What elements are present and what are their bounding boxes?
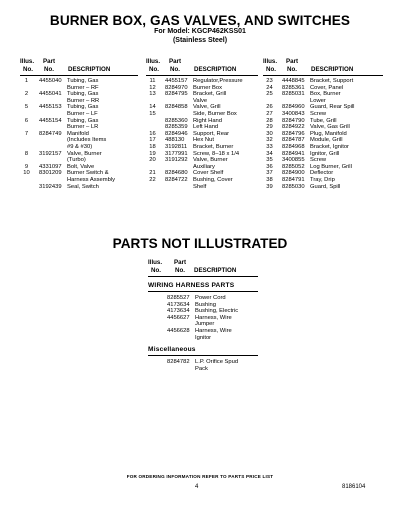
part-description: Burner – LR	[67, 124, 99, 131]
illus-number	[20, 157, 33, 164]
page-title: BURNER BOX, GAS VALVES, AND SWITCHES	[49, 13, 351, 28]
illus-number: 17	[149, 137, 156, 144]
illus-number	[146, 118, 159, 125]
part-description: Ignitor, Grill	[310, 150, 340, 157]
illus-number	[20, 144, 33, 151]
part-description: Valve	[193, 97, 208, 104]
part-number: 4456627	[167, 314, 190, 321]
part-number	[167, 321, 193, 328]
part-number: 8284970	[165, 84, 188, 91]
part-row	[20, 177, 138, 184]
illus-number: 18	[149, 143, 156, 150]
part-number: 3192811	[165, 143, 188, 150]
part-row	[20, 164, 138, 171]
part-number	[39, 124, 65, 131]
illus-number	[20, 98, 33, 105]
part-number: 8284749	[39, 130, 62, 137]
part-number: 8284858	[165, 104, 188, 111]
part-description: Valve, Burner	[193, 157, 228, 164]
part-description: Bracket, Grill	[193, 91, 227, 98]
group-rule	[148, 291, 258, 292]
header-description: DESCRIPTION	[68, 65, 111, 73]
part-row	[146, 157, 258, 164]
part-row	[263, 111, 383, 118]
part-number: 4455153	[39, 104, 62, 111]
part-row	[263, 124, 383, 131]
part-number: 4455041	[39, 91, 62, 98]
part-row	[20, 111, 138, 118]
part-description: Bushing, Electric	[195, 308, 239, 315]
part-description: Lower	[310, 97, 326, 104]
part-description: Plug, Manifold	[310, 130, 347, 137]
part-row	[146, 164, 258, 171]
part-row	[148, 302, 288, 309]
part-row	[146, 170, 258, 177]
part-number: 3177991	[165, 150, 188, 157]
part-description: Tubing, Gas	[67, 91, 99, 98]
part-number: 488130	[165, 137, 185, 144]
illus-number: 5	[24, 104, 29, 111]
part-description: Box, Burner	[310, 91, 341, 98]
part-row	[146, 91, 258, 98]
illus-number: 39	[266, 183, 273, 190]
header-illus: Illus.	[20, 58, 35, 65]
header-rule	[148, 276, 258, 277]
part-row	[20, 151, 138, 158]
part-description: Guard, Rear Spill	[310, 104, 355, 111]
part-number	[39, 111, 65, 118]
part-description: Log Burner, Grill	[310, 163, 352, 170]
part-row	[148, 295, 288, 302]
header-part-no: No.	[287, 65, 297, 73]
illus-number: 23	[266, 78, 273, 84]
part-number: 8301209	[39, 170, 62, 177]
illus-number: 21	[149, 170, 156, 177]
model-number: For Model: KGCP462KSS01	[154, 28, 246, 35]
part-description: (Includes Items	[67, 137, 107, 144]
part-row	[146, 124, 258, 131]
part-row	[263, 104, 383, 111]
part-number: 8285031	[282, 91, 305, 98]
part-description: Ignitor	[195, 334, 212, 341]
part-number: 4331097	[39, 163, 62, 170]
part-number	[165, 111, 191, 118]
header-description: DESCRIPTION	[311, 65, 354, 73]
part-number: 8285052	[282, 163, 305, 170]
part-description: #9 & #30)	[67, 143, 93, 150]
part-description: L.P. Orifice Spud	[195, 359, 239, 366]
part-description: Burner Box	[193, 84, 222, 91]
part-number: 3400855	[282, 157, 305, 164]
header-illus-no: No.	[23, 65, 33, 73]
illus-number: 26	[266, 104, 273, 111]
header-rule	[20, 75, 138, 76]
part-number: 8284796	[282, 130, 305, 137]
part-row	[20, 118, 138, 125]
part-row	[263, 85, 383, 92]
part-row	[263, 98, 383, 105]
part-number: 4455157	[165, 78, 188, 84]
illus-number: 2	[24, 91, 29, 98]
illus-number: 33	[266, 143, 273, 150]
part-description: Cover Shelf	[193, 170, 224, 177]
illus-number: 11	[149, 78, 156, 84]
part-number: 4448845	[282, 78, 305, 84]
header-part: Part	[286, 58, 299, 65]
part-row	[20, 131, 138, 138]
part-number	[39, 137, 65, 144]
part-description: Screw, 8–18 x 1/4	[193, 150, 240, 157]
part-description: Bolt, Valve	[67, 163, 95, 170]
part-row	[263, 177, 383, 184]
part-row	[263, 144, 383, 151]
part-row	[146, 177, 258, 184]
column-header	[20, 58, 138, 75]
part-row	[146, 111, 258, 118]
part-number	[39, 144, 65, 151]
page-number: 4	[195, 484, 199, 490]
part-number: 8285527	[167, 295, 190, 301]
parts-not-illustrated-list	[148, 259, 288, 372]
part-description: Harness, Wire	[195, 314, 232, 321]
part-row	[20, 144, 138, 151]
part-number: 8284791	[282, 176, 305, 183]
part-number: 8284968	[282, 143, 305, 150]
part-description: Bracket, Ignitor	[310, 143, 349, 150]
part-description: Side, Burner Box	[193, 110, 237, 117]
part-number: 8284782	[167, 359, 190, 366]
part-description: Burner – RF	[67, 84, 99, 91]
illus-number: 24	[266, 84, 273, 91]
part-number	[39, 177, 65, 184]
illus-number: 28	[266, 117, 273, 124]
part-row	[146, 104, 258, 111]
part-row	[263, 137, 383, 144]
illus-number: 34	[266, 150, 273, 157]
column-header	[263, 58, 383, 75]
illus-number	[146, 124, 159, 131]
header-part-no: No.	[170, 65, 180, 73]
part-description: Screw	[310, 110, 327, 117]
header-illus-no: No.	[266, 65, 276, 73]
model-finish: (Stainless Steel)	[172, 36, 228, 44]
illus-number: 6	[24, 117, 29, 124]
header-part: Part	[169, 58, 182, 65]
part-row	[263, 131, 383, 138]
illus-number: 36	[266, 163, 273, 170]
header-description: DESCRIPTION	[194, 266, 237, 274]
illus-number: 14	[149, 104, 156, 111]
part-description: Tubing, Gas	[67, 78, 99, 84]
part-number: 3192157	[39, 150, 62, 157]
illus-number	[20, 137, 33, 144]
part-row	[146, 131, 258, 138]
part-number: 8284941	[282, 150, 305, 157]
part-description: Guard, Spill	[310, 183, 341, 190]
part-number: 3192439	[39, 183, 62, 190]
part-number: 4173634	[167, 301, 190, 308]
part-number	[165, 164, 191, 171]
part-description: Power Cord	[195, 295, 226, 301]
part-description: Tube, Grill	[310, 117, 337, 124]
illus-number	[146, 164, 159, 171]
part-number: 3400843	[282, 110, 305, 117]
part-number: 8284722	[165, 176, 188, 183]
part-description: Shelf	[193, 183, 207, 190]
part-number: 8284680	[165, 170, 188, 177]
part-description: Module, Grill	[310, 137, 343, 144]
part-description: Bushing, Cover	[193, 176, 233, 183]
illus-number: 25	[266, 91, 273, 98]
part-row	[20, 104, 138, 111]
part-description: Tubing, Gas	[67, 117, 99, 124]
part-description: Burner – LF	[67, 110, 98, 117]
part-number: 8284946	[165, 130, 188, 137]
part-number: 4456628	[167, 327, 190, 334]
part-row	[20, 124, 138, 131]
part-description: Right Hand	[193, 117, 223, 124]
header-rule	[146, 75, 258, 76]
part-row	[146, 137, 258, 144]
illus-number: 15	[149, 110, 156, 117]
illus-number	[263, 98, 276, 105]
part-row	[148, 315, 288, 322]
part-row	[263, 170, 383, 177]
part-row	[20, 98, 138, 105]
part-description: Left Hand	[193, 124, 219, 131]
illus-number: 22	[149, 176, 156, 183]
illus-number: 32	[266, 137, 273, 144]
illus-number	[20, 124, 33, 131]
part-description: (Turbo)	[67, 157, 86, 164]
part-row	[263, 91, 383, 98]
parts-column	[20, 58, 138, 190]
part-number	[39, 157, 65, 164]
illus-number: 20	[149, 157, 156, 164]
header-part-no: No.	[175, 266, 185, 274]
illus-number: 7	[24, 130, 29, 137]
part-description: Tubing, Gas	[67, 104, 99, 111]
part-row	[20, 170, 138, 177]
part-number: 8285359	[165, 124, 188, 131]
part-description: Seal, Switch	[67, 183, 99, 190]
part-description: Pack	[195, 365, 208, 372]
illus-number	[20, 184, 33, 191]
parts-column	[263, 58, 383, 190]
part-number: 8284922	[282, 124, 305, 131]
part-number	[167, 335, 193, 342]
part-row	[146, 78, 258, 85]
illus-number	[20, 111, 33, 118]
part-row	[146, 144, 258, 151]
column-header	[146, 58, 258, 75]
header-part-no: No.	[44, 65, 54, 73]
part-number: 8285360	[165, 117, 188, 124]
part-description: Bracket, Burner	[193, 143, 234, 150]
part-row	[148, 359, 288, 366]
part-description: Valve, Grill	[193, 104, 221, 111]
part-number	[165, 98, 191, 105]
header-illus-no: No.	[151, 266, 161, 274]
illus-number: 9	[24, 163, 29, 170]
part-number: 4455154	[39, 117, 62, 124]
part-number	[167, 366, 193, 373]
header-illus: Illus.	[263, 58, 278, 65]
part-row	[20, 157, 138, 164]
part-row	[148, 308, 288, 315]
illus-number: 10	[23, 170, 30, 177]
illus-number: 35	[266, 157, 273, 164]
illus-number	[20, 177, 33, 184]
part-description: Jumper	[195, 321, 215, 328]
part-row	[263, 151, 383, 158]
part-description: Harness, Wire	[195, 327, 232, 334]
illus-number: 27	[266, 110, 273, 117]
part-number: 4173634	[167, 308, 190, 315]
part-description: Valve, Burner	[67, 150, 102, 157]
part-description: Valve, Gas Grill	[310, 124, 350, 131]
part-number	[39, 85, 65, 92]
part-row	[148, 366, 288, 373]
model-subtitle	[0, 28, 400, 45]
ordering-note: FOR ORDERING INFORMATION REFER TO PARTS PRICE LIST	[126, 474, 274, 479]
part-number: 3191292	[165, 157, 188, 164]
part-row	[20, 85, 138, 92]
part-row	[20, 184, 138, 191]
part-row	[263, 78, 383, 85]
pni-header	[148, 259, 288, 276]
part-number	[282, 98, 308, 105]
part-row	[146, 151, 258, 158]
part-number: 8284960	[282, 104, 305, 111]
part-row	[146, 98, 258, 105]
part-row	[148, 335, 288, 342]
illus-number: 8	[24, 150, 29, 157]
header-illus: Illus.	[146, 58, 161, 65]
illus-number	[146, 98, 159, 105]
part-description: Harness Assembly	[67, 176, 116, 183]
part-number: 8285361	[282, 84, 305, 91]
part-number: 8284790	[282, 117, 305, 124]
group-title: Miscellaneous	[148, 346, 196, 354]
part-row	[263, 164, 383, 171]
section-title-parts-not-illustrated: PARTS NOT ILLUSTRATED	[112, 236, 288, 251]
part-description: Tray, Drip	[310, 176, 335, 183]
header-part: Part	[174, 259, 187, 266]
illus-number: 16	[149, 130, 156, 137]
part-number	[165, 184, 191, 191]
part-number	[39, 98, 65, 105]
parts-column	[146, 58, 258, 190]
illus-number	[146, 184, 159, 191]
illus-number	[20, 85, 33, 92]
illus-number: 29	[266, 124, 273, 131]
part-groups	[148, 282, 288, 372]
illus-number: 1	[24, 78, 29, 84]
part-description: Auxiliary	[193, 163, 215, 170]
part-description: Regulator,Pressure	[193, 78, 243, 84]
part-description: Cover, Panel	[310, 84, 344, 91]
part-number: 8285030	[282, 183, 305, 190]
part-row	[20, 91, 138, 98]
part-description: Support, Rear	[193, 130, 230, 137]
part-description: Bushing	[195, 301, 216, 308]
part-description: Burner Switch &	[67, 170, 109, 177]
group-title: WIRING HARNESS PARTS	[148, 282, 235, 289]
part-row	[146, 85, 258, 92]
part-description: Burner – RR	[67, 97, 100, 104]
part-number: 8284900	[282, 170, 305, 177]
illus-number: 30	[266, 130, 273, 137]
illus-number: 13	[149, 91, 156, 98]
document-number: 8186104	[342, 484, 366, 490]
illus-number: 38	[266, 176, 273, 183]
part-row	[146, 184, 258, 191]
part-row	[263, 118, 383, 125]
illus-number: 12	[149, 84, 156, 91]
part-row	[148, 321, 288, 328]
header-description: DESCRIPTION	[194, 65, 237, 73]
illus-number: 19	[149, 150, 156, 157]
part-number: 4455040	[39, 78, 62, 84]
part-row	[146, 118, 258, 125]
part-row	[20, 78, 138, 85]
illus-number: 37	[266, 170, 273, 177]
part-row	[263, 157, 383, 164]
header-illus-no: No.	[149, 65, 159, 73]
part-description: Deflector	[310, 170, 334, 177]
part-row	[20, 137, 138, 144]
part-number: 8284795	[165, 91, 188, 98]
part-row	[148, 328, 288, 335]
group-rule	[148, 355, 258, 356]
header-illus: Illus.	[148, 259, 163, 266]
part-description: Hex Nut	[193, 137, 214, 144]
part-description: Bracket, Support	[310, 78, 354, 84]
part-number: 8284787	[282, 137, 305, 144]
header-rule	[263, 75, 383, 76]
header-part: Part	[43, 58, 56, 65]
part-description: Screw	[310, 157, 327, 164]
part-description: Manifold	[67, 130, 89, 137]
part-row	[263, 184, 383, 191]
